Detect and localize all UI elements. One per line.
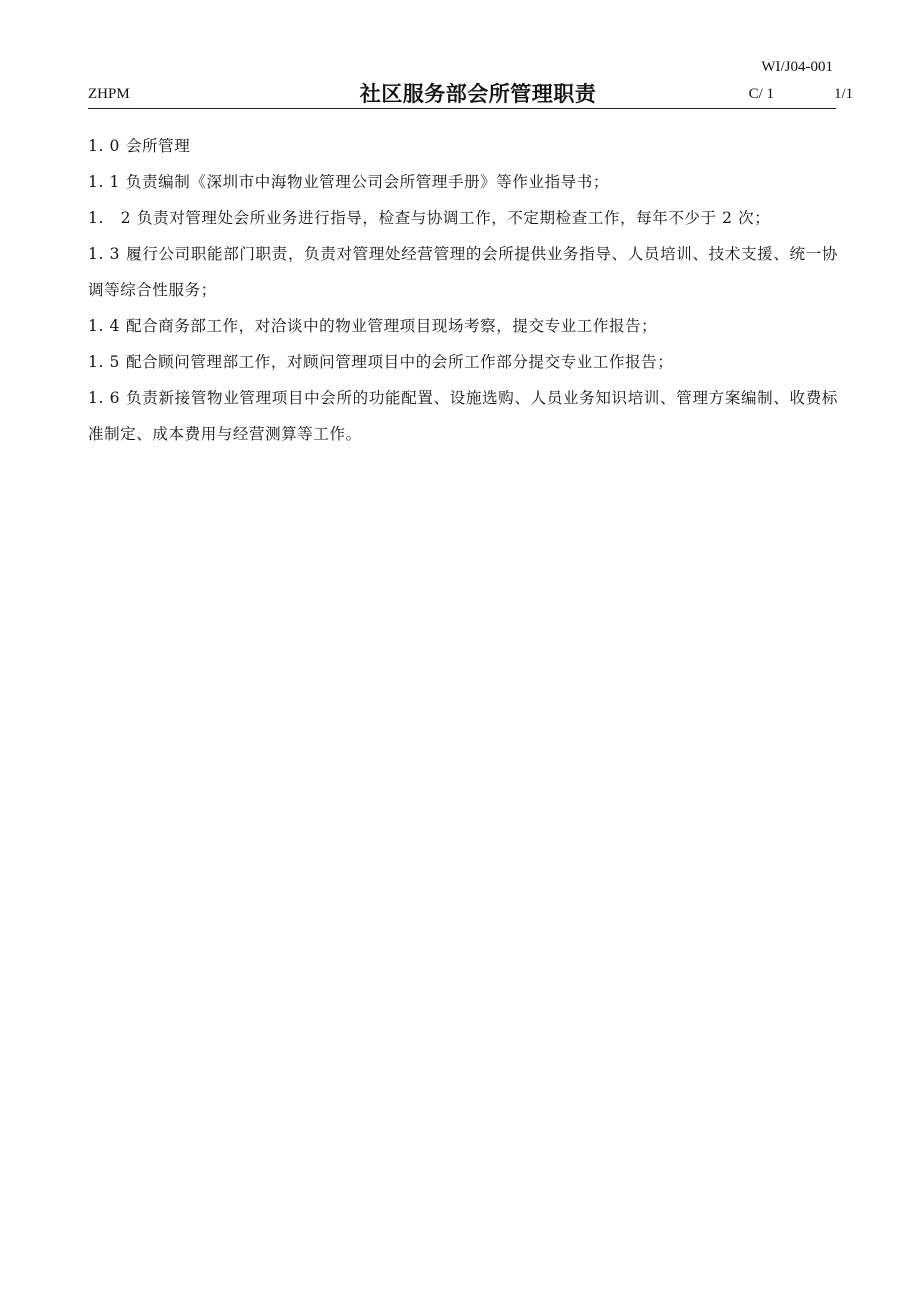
item-number: 1. 6 bbox=[88, 389, 121, 407]
item-number: 1. 1 bbox=[88, 173, 120, 191]
item-number: 1. 3 bbox=[88, 245, 121, 263]
item-text: 会所管理 bbox=[125, 137, 191, 155]
item-text: 负责对管理处会所业务进行指导，检查与协调工作，不定期检查工作，每年不少于 2 次； bbox=[137, 209, 771, 227]
document-code: WI/J04-001 bbox=[761, 59, 833, 75]
list-item bbox=[88, 236, 838, 308]
version-label: C/ 1 bbox=[748, 86, 774, 102]
item-number: 1. 0 bbox=[88, 137, 120, 155]
document-title: 社区服务部会所管理职责 bbox=[359, 82, 597, 106]
list-item bbox=[88, 164, 838, 200]
item-text: 配合顾问管理部工作，对顾问管理项目中的会所工作部分提交专业工作报告； bbox=[125, 353, 674, 371]
list-item bbox=[88, 200, 838, 236]
item-text: 配合商务部工作，对洽谈中的物业管理项目现场考察，提交专业工作报告； bbox=[125, 317, 658, 335]
page-number: 1/1 bbox=[834, 86, 854, 102]
list-item bbox=[88, 380, 838, 452]
item-text: 履行公司职能部门职责，负责对管理处经营管理的会所提供业务指导、人员培训、技术支援、统一协调等综合性服务； bbox=[88, 245, 838, 299]
list-item bbox=[88, 344, 838, 380]
item-number: 1. 4 bbox=[88, 317, 120, 335]
document-body bbox=[88, 128, 838, 452]
list-item bbox=[88, 308, 838, 344]
document-header bbox=[88, 56, 854, 109]
item-number: 1. 2 bbox=[88, 209, 132, 227]
item-number: 1. 5 bbox=[88, 353, 120, 371]
organization-code: ZHPM bbox=[88, 86, 130, 102]
item-text: 负责新接管物业管理项目中会所的功能配置、设施选购、人员业务知识培训、管理方案编制、收费标准制定、成本费用与经营测算等工作。 bbox=[88, 389, 838, 443]
item-text: 负责编制《深圳市中海物业管理公司会所管理手册》等作业指导书； bbox=[125, 173, 609, 191]
section-heading bbox=[88, 128, 838, 164]
